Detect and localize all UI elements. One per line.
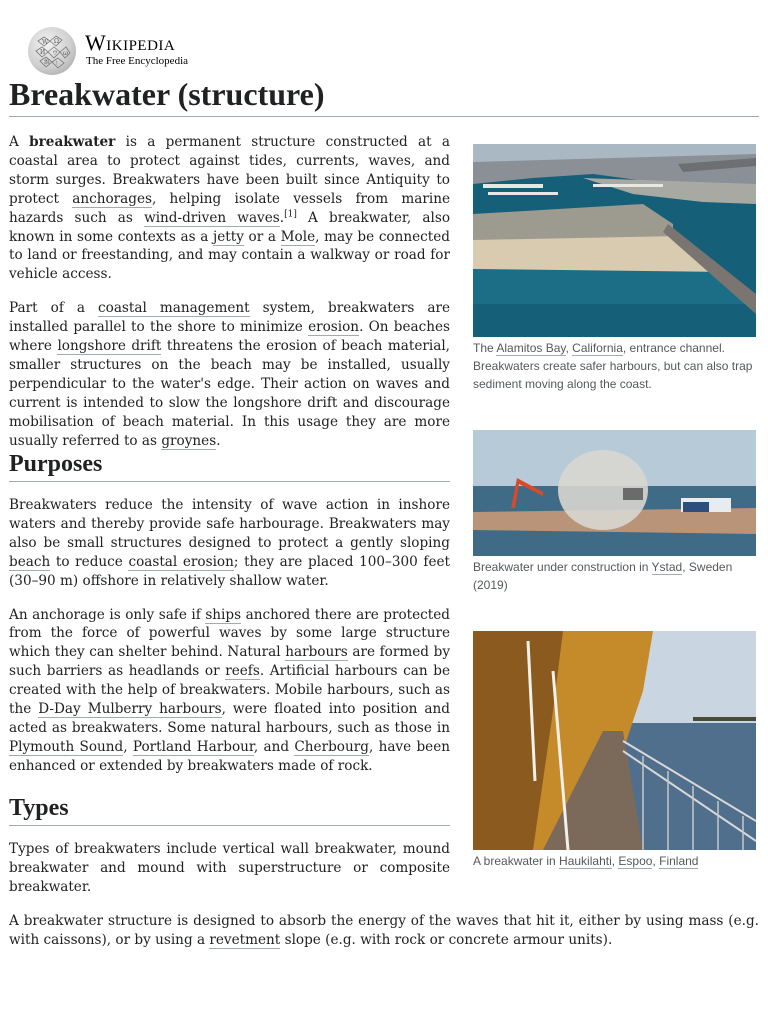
text-run: is a permanent structure constructed at a coastal area to protect against tides, currents, waves, and storm surges. Breakwaters have been built since Antiquity to protect bbox=[9, 134, 450, 207]
text-run: to reduce bbox=[50, 553, 129, 570]
figure-caption bbox=[473, 558, 756, 594]
ystad-construction-photo[interactable] bbox=[473, 430, 756, 556]
types-section bbox=[9, 793, 450, 897]
link-california[interactable]: California bbox=[572, 341, 623, 355]
text-run: Part of a bbox=[9, 300, 99, 317]
link-haukilahti[interactable]: Haukilahti bbox=[559, 854, 612, 868]
link-finland[interactable]: Finland bbox=[659, 854, 699, 868]
figure-caption bbox=[473, 852, 756, 870]
text-run: , helping isolate vessels from marine hazards such as bbox=[9, 190, 450, 226]
haukilahti-breakwater-photo[interactable] bbox=[473, 631, 756, 850]
purposes-paragraph-2 bbox=[9, 606, 450, 776]
svg-text:ウ: ウ bbox=[52, 50, 59, 57]
svg-text:维: 维 bbox=[44, 59, 51, 66]
text-run: . Artificial harbours can be created with the help of breakwaters. Mobile harbours, such as the bbox=[9, 663, 450, 718]
wikipedia-globe-logo[interactable] bbox=[28, 27, 76, 75]
text-run: or a bbox=[243, 228, 281, 245]
link-cherbourg[interactable]: Cherbourg bbox=[294, 738, 369, 755]
text-run: are formed by such barriers as headlands or bbox=[9, 644, 451, 680]
text-run: A breakwater in bbox=[473, 854, 560, 868]
link-beach[interactable]: beach bbox=[9, 553, 51, 570]
link-mulberry-harbours[interactable]: D-Day Mulberry harbours bbox=[38, 701, 222, 718]
link-portland-harbour[interactable]: Portland Harbour bbox=[132, 738, 254, 755]
text-run: , bbox=[565, 341, 573, 355]
link-mole[interactable]: Mole bbox=[280, 228, 316, 245]
link-revetment[interactable]: revetment bbox=[209, 931, 281, 948]
svg-text:ω: ω bbox=[63, 50, 68, 57]
link-espoo[interactable]: Espoo bbox=[618, 854, 653, 868]
intro-paragraph-2 bbox=[9, 299, 450, 450]
link-ships[interactable]: ships bbox=[205, 606, 242, 623]
page-title: Breakwater (structure) bbox=[9, 72, 759, 117]
text-run: , Sweden (2019) bbox=[473, 560, 733, 592]
text-run: anchored there are protected from the force of powerful waves by some large structure which they can shelter behind. Natural bbox=[9, 606, 450, 661]
purposes-section bbox=[9, 449, 450, 776]
link-jetty[interactable]: jetty bbox=[213, 228, 244, 245]
link-alamitos-bay[interactable]: Alamitos Bay bbox=[496, 341, 566, 355]
svg-text:И: И bbox=[40, 49, 46, 56]
figure-ystad bbox=[473, 430, 756, 594]
intro-section bbox=[9, 133, 450, 451]
figure-caption bbox=[473, 339, 756, 393]
text-run: , entrance channel. Breakwaters create safer harbours, but can also trap sediment moving along the coast. bbox=[473, 341, 753, 391]
link-harbours[interactable]: harbours bbox=[285, 644, 348, 661]
alamitos-bay-aerial-photo[interactable] bbox=[473, 144, 756, 337]
text-run: An anchorage is only safe if bbox=[9, 606, 206, 623]
purposes-paragraph-1 bbox=[9, 496, 450, 591]
types-paragraph-2 bbox=[9, 912, 759, 950]
text-run: threatens the erosion of beach material, smaller structures on the beach may be installed, usually perpendicular to the water's edge. Their action on waves and current is intended to slow the longshore drift and discourage mobilisation of beach material. In this usage they are more usually referred to as bbox=[9, 338, 451, 449]
wikipedia-wordmark[interactable]: Wikipedia bbox=[85, 30, 176, 55]
text-run: , bbox=[123, 738, 133, 755]
text-run: , bbox=[611, 854, 619, 868]
link-reefs[interactable]: reefs bbox=[225, 663, 260, 680]
link-anchorages[interactable]: anchorages bbox=[72, 190, 152, 207]
link-longshore-drift[interactable]: longshore drift bbox=[57, 338, 162, 355]
link-wind-driven-waves[interactable]: wind-driven waves bbox=[144, 209, 280, 226]
link-coastal-erosion[interactable]: coastal erosion bbox=[128, 553, 234, 570]
svg-text:Ω: Ω bbox=[54, 38, 59, 45]
link-plymouth-sound[interactable]: Plymouth Sound bbox=[9, 738, 124, 755]
text-run: . bbox=[279, 209, 285, 226]
figure-alamitos-bay bbox=[473, 144, 756, 393]
text-run: ; they are placed 100–300 feet (30–90 m) offshore in relatively shallow water. bbox=[9, 553, 450, 589]
text-run: A breakwater structure is designed to absorb the energy of the waves that hit it, either by using mass (e.g. with caissons), or by using a bbox=[9, 913, 759, 948]
text-run: A breakwater, also known in some contexts as a bbox=[9, 209, 451, 245]
text-run: . On beaches where bbox=[9, 319, 450, 355]
text-run: , and bbox=[253, 738, 295, 755]
purposes-heading: Purposes bbox=[9, 449, 450, 482]
text-run: Breakwater under construction in bbox=[473, 560, 652, 574]
text-run: , were floated into position and acted as breakwaters. Some natural harbours, such as those in bbox=[9, 701, 450, 736]
text-run: system, breakwaters are installed parallel to the shore to minimize bbox=[9, 300, 450, 336]
text-run: The bbox=[473, 341, 497, 355]
types-paragraph-1: Types of breakwaters include vertical wall breakwater, mound breakwater and mound with superstructure or composite breakwater. bbox=[9, 841, 450, 895]
text-run: , have been enhanced or extended by breakwaters made of rock. bbox=[9, 738, 450, 774]
citation-1[interactable]: [1] bbox=[284, 209, 297, 220]
link-erosion[interactable]: erosion bbox=[308, 319, 360, 336]
intro-paragraph-1 bbox=[9, 133, 450, 284]
svg-text:W: W bbox=[42, 39, 49, 46]
text-run: A bbox=[9, 134, 30, 150]
text-run: , bbox=[652, 854, 660, 868]
wikipedia-tagline: The Free Encyclopedia bbox=[86, 55, 189, 67]
text-run: slope (e.g. with rock or concrete armour units). bbox=[280, 931, 613, 948]
link-ystad[interactable]: Ystad bbox=[651, 560, 683, 574]
types-heading: Types bbox=[9, 793, 450, 826]
link-coastal-management[interactable]: coastal management bbox=[98, 300, 250, 317]
text-run: Breakwaters reduce the intensity of wave action in inshore waters and thereby provide safe harbourage. Breakwaters may also be small structures designed to protect a gently sloping bbox=[9, 497, 450, 551]
link-groynes[interactable]: groynes bbox=[161, 432, 217, 449]
text-run: , may be connected to land or freestanding, and may contain a walkway or road for vehicle access. bbox=[9, 228, 450, 283]
figure-haukilahti bbox=[473, 631, 756, 870]
bold-term-breakwater: breakwater bbox=[29, 134, 116, 150]
svg-text:ו: ו bbox=[56, 60, 58, 67]
text-run: . bbox=[216, 432, 221, 449]
